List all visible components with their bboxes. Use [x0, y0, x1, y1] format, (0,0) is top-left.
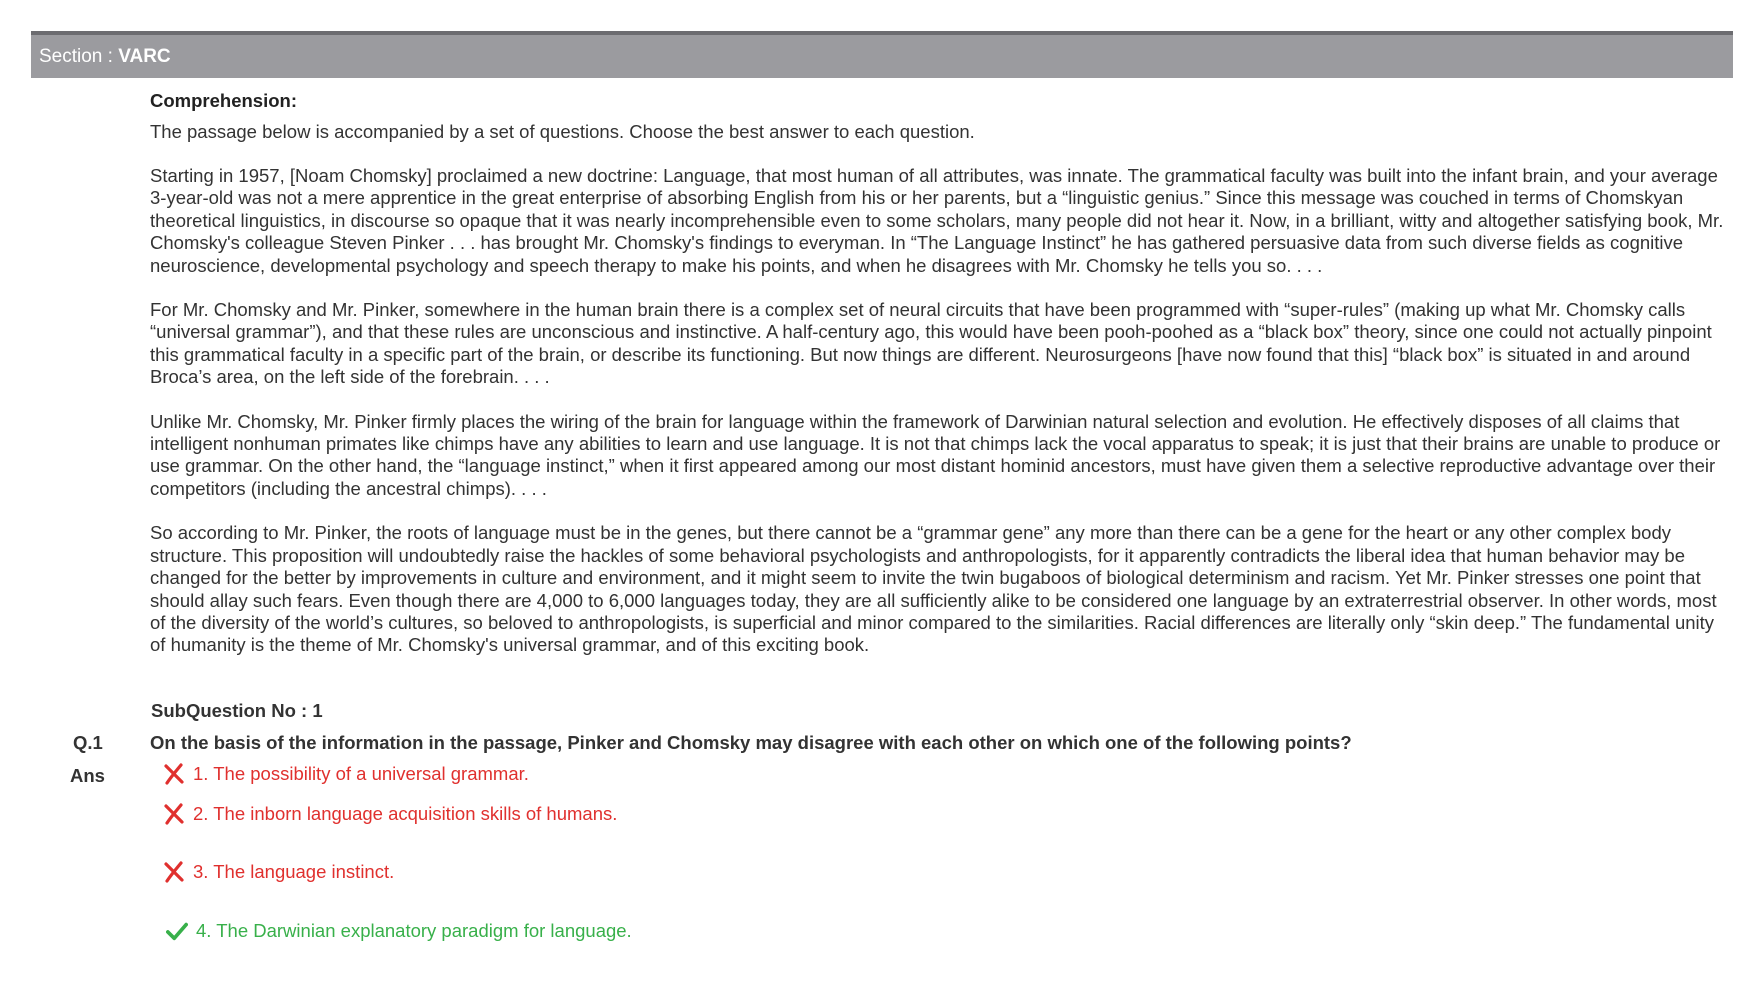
- section-prefix: Section :: [39, 46, 119, 67]
- comprehension-content: [150, 88, 1730, 679]
- passage-paragraph-3: Unlike Mr. Chomsky, Mr. Pinker firmly places the wiring of the brain for language within the framework of Darwinian natural selection and evolution. He effectively disposes of all claims that intelligent nonhuman primates like chimps have any abilities to learn and use language. It is not that chimps lack the vocal apparatus to speak; it is just that their brains are unable to produce or use grammar. On the other hand, the “language instinct,” when it first appeared among our most distant hominid ancestors, must have given them a selective reproductive advantage over their competitors (including the ancestral chimps). . . .: [150, 410, 1721, 499]
- answer-option-text: 4. The Darwinian explanatory paradigm for language.: [196, 920, 632, 941]
- passage-paragraph-2: For Mr. Chomsky and Mr. Pinker, somewhere in the human brain there is a complex set of neural circuits that have been programmed with “super-rules” (making up what Mr. Chomsky calls “universal grammar”), and that these rules are unconscious and instinctive. A half-century ago, this would have been pooh-poohed as a “black box” theory, since one could not actually pinpoint this grammatical faculty in a specific part of the brain, or describe its functioning. But now things are different. Neurosurgeons [have now found that this] “black box” is situated in and around Broca’s area, on the left side of the forebrain. . . .: [150, 299, 1712, 388]
- question-label: Q.1: [73, 732, 103, 753]
- cross-icon: [163, 861, 185, 883]
- cross-icon: [163, 763, 185, 785]
- comprehension-heading: Comprehension:: [150, 90, 297, 111]
- answer-option-2: [163, 803, 617, 825]
- section-name: VARC: [118, 46, 171, 67]
- answer-option-text: 1. The possibility of a universal grammar.: [193, 763, 529, 784]
- check-icon: [166, 920, 188, 942]
- subquestion-heading: SubQuestion No : 1: [151, 700, 323, 721]
- answer-label: Ans: [70, 765, 105, 786]
- answer-option-text: 3. The language instinct.: [193, 861, 395, 882]
- comprehension-instruction: The passage below is accompanied by a set of questions. Choose the best answer to each question.: [150, 121, 975, 142]
- answer-option-3: [163, 861, 394, 883]
- passage-paragraph-4: So according to Mr. Pinker, the roots of language must be in the genes, but there cannot be a “grammar gene” any more than there can be a gene for the heart or any other complex body structure. This proposition will undoubtedly raise the hackles of some behavioral psychologists and anthropologists, for it apparently contradicts the liberal idea that human behavior may be changed for the better by improvements in culture and environment, and it might seem to invite the twin bugaboos of biological determinism and racism. Yet Mr. Pinker stresses one point that should allay such fears. Even though there are 4,000 to 6,000 languages today, they are all sufficiently alike to be considered one language by an extraterrestrial observer. In other words, most of the diversity of the world’s cultures, so beloved to anthropologists, is superficial and minor compared to the similarities. Racial differences are literally only “skin deep.” The fundamental unity of humanity is the theme of Mr. Chomsky's universal grammar, and of this exciting book.: [150, 522, 1717, 656]
- question-text: On the basis of the information in the passage, Pinker and Chomsky may disagree with each other on which one of the following points?: [150, 732, 1352, 753]
- answer-option-4: [166, 920, 632, 942]
- passage-paragraph-1: Starting in 1957, [Noam Chomsky] proclaimed a new doctrine: Language, that most human of all attributes, was innate. The grammatical faculty was built into the infant brain, and your average 3-year-old was not a mere apprentice in the great enterprise of absorbing English from his or her parents, but a “linguistic genius.” Since this message was couched in terms of Chomskyan theoretical linguistics, in discourse so opaque that it was nearly incomprehensible even to some scholars, many people did not hear it. Now, in a brilliant, witty and altogether satisfying book, Mr. Chomsky's colleague Steven Pinker . . . has brought Mr. Chomsky's findings to everyman. In “The Language Instinct” he has gathered persuasive data from such diverse fields as cognitive neuroscience, developmental psychology and speech therapy to make his points, and when he disagrees with Mr. Chomsky he tells you so. . . .: [150, 165, 1724, 276]
- answer-option-1: [163, 763, 529, 785]
- section-header: [31, 31, 1733, 78]
- cross-icon: [163, 803, 185, 825]
- answer-option-text: 2. The inborn language acquisition skills of humans.: [193, 803, 618, 824]
